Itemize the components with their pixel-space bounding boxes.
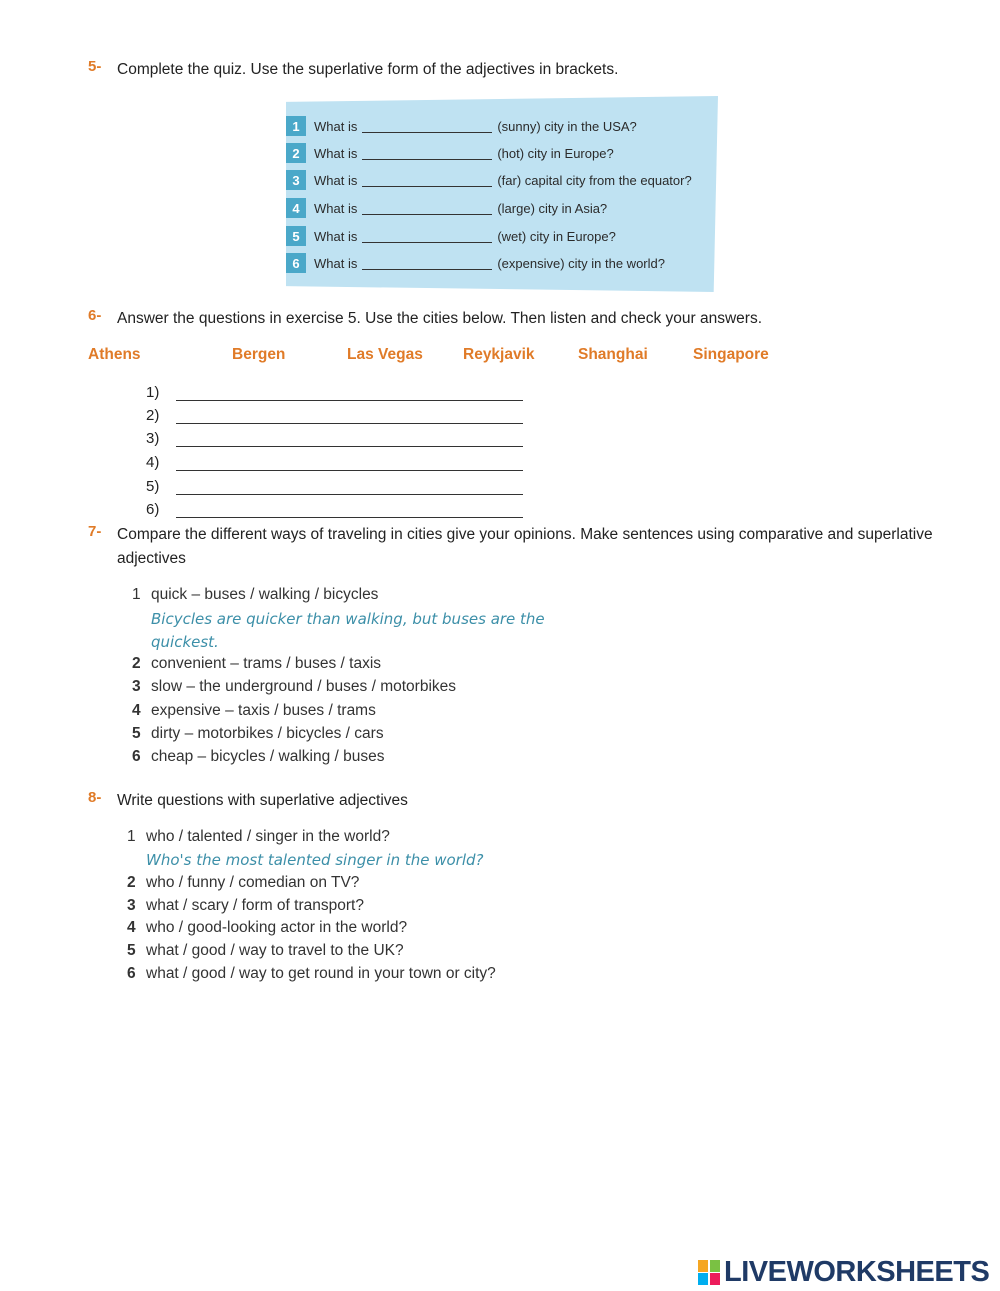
list-item [127,828,390,846]
quiz-prefix: What is [314,228,358,244]
answer-line[interactable] [176,409,523,424]
example-answer: Bicycles are quicker than walking, but buses are the [151,610,545,628]
city-word: Reykjavik [463,346,535,363]
item-text: what / scary / form of transport? [146,897,364,914]
quiz-suffix: (expensive) city in the world? [497,255,665,271]
quiz-blank[interactable] [362,174,492,187]
list-item [132,678,456,696]
item-text: quick – buses / walking / bicycles [151,586,379,603]
list-item [127,942,404,960]
exercise-instruction: Answer the questions in exercise 5. Use the cities below. Then listen and check your answers. [117,310,763,327]
answer-line[interactable] [176,480,523,495]
quiz-number: 1 [286,116,306,136]
quiz-suffix: (hot) city in Europe? [497,145,614,161]
answer-line[interactable] [176,432,523,447]
item-number: 3 [132,678,141,695]
list-item [132,748,384,766]
answer-line[interactable] [176,503,523,518]
quiz-blank[interactable] [362,120,492,133]
item-number: 4 [127,919,136,936]
answer-row [146,407,523,424]
item-text: cheap – bicycles / walking / buses [151,748,385,765]
item-text: who / talented / singer in the world? [146,828,390,845]
live-blocks-icon [698,1260,720,1286]
answer-number: 4) [146,454,160,471]
answer-number: 2) [146,407,160,424]
list-item [127,919,407,937]
liveworksheets-logo [698,1256,989,1289]
item-text: who / good-looking actor in the world? [146,919,408,936]
quiz-prefix: What is [314,145,358,161]
item-text: dirty – motorbikes / bicycles / cars [151,725,384,742]
item-text: what / good / way to get round in your town or city? [146,965,496,982]
list-item [132,586,378,604]
answer-row [146,384,523,401]
exercise-instruction: Complete the quiz. Use the superlative form of the adjectives in brackets. [117,61,619,78]
exercise-number: 6- [88,307,102,324]
exercise-7-heading [88,523,937,571]
answer-number: 1) [146,384,160,401]
quiz-prefix: What is [314,255,358,271]
item-text: what / good / way to travel to the UK? [146,942,404,959]
list-item [127,965,496,983]
quiz-item [286,253,665,273]
item-number: 2 [132,655,141,672]
answer-row [146,430,523,447]
logo-text: LIVEWORKSHEETS [724,1256,990,1288]
quiz-item [286,116,637,136]
quiz-item [286,198,607,218]
city-word: Athens [88,346,141,363]
quiz-blank[interactable] [362,257,492,270]
item-number: 2 [127,874,136,891]
item-number: 1 [132,586,141,603]
item-text: expensive – taxis / buses / trams [151,702,376,719]
answer-number: 6) [146,501,160,518]
quiz-blank[interactable] [362,147,492,160]
exercise-number: 5- [88,58,102,75]
item-number: 5 [127,942,136,959]
item-number: 6 [132,748,141,765]
example-answer: Who's the most talented singer in the world? [146,851,484,869]
answer-line[interactable] [176,386,523,401]
quiz-item [286,226,616,246]
quiz-prefix: What is [314,118,358,134]
exercise-number: 7- [88,523,102,540]
quiz-suffix: (wet) city in Europe? [497,228,616,244]
quiz-number: 6 [286,253,306,273]
city-word: Bergen [232,346,286,363]
quiz-blank[interactable] [362,202,492,215]
quiz-number: 2 [286,143,306,163]
list-item [127,874,359,892]
answer-line[interactable] [176,456,523,471]
quiz-item [286,170,692,190]
quiz-suffix: (sunny) city in the USA? [497,118,637,134]
item-number: 3 [127,897,136,914]
city-word: Shanghai [578,346,648,363]
city-word: Singapore [693,346,769,363]
quiz-prefix: What is [314,200,358,216]
item-number: 4 [132,702,141,719]
exercise-instruction: Compare the different ways of traveling in cities give your opinions. Make sentences using comparative and superlative adjectives [117,526,933,567]
exercise-number: 8- [88,789,102,806]
exercise-8-heading [88,789,937,813]
quiz-suffix: (large) city in Asia? [497,200,608,216]
item-number: 1 [127,828,136,845]
item-number: 6 [127,965,136,982]
quiz-number: 3 [286,170,306,190]
answer-row [146,501,523,518]
exercise-instruction: Write questions with superlative adjectives [117,792,408,809]
answer-row [146,478,523,495]
list-item [132,655,381,673]
item-text: slow – the underground / buses / motorbikes [151,678,457,695]
item-text: convenient – trams / buses / taxis [151,655,382,672]
exercise-6-heading [88,307,937,331]
list-item [132,702,376,720]
answer-number: 5) [146,478,160,495]
quiz-blank[interactable] [362,230,492,243]
list-item [127,897,364,915]
city-word: Las Vegas [347,346,423,363]
item-number: 5 [132,725,141,742]
answer-number: 3) [146,430,160,447]
quiz-number: 5 [286,226,306,246]
quiz-number: 4 [286,198,306,218]
item-text: who / funny / comedian on TV? [146,874,360,891]
exercise-5-heading [88,58,937,82]
answer-row [146,454,523,471]
example-answer: quickest. [151,633,219,651]
quiz-item [286,143,614,163]
quiz-suffix: (far) capital city from the equator? [497,172,692,188]
quiz-prefix: What is [314,172,358,188]
list-item [132,725,384,743]
